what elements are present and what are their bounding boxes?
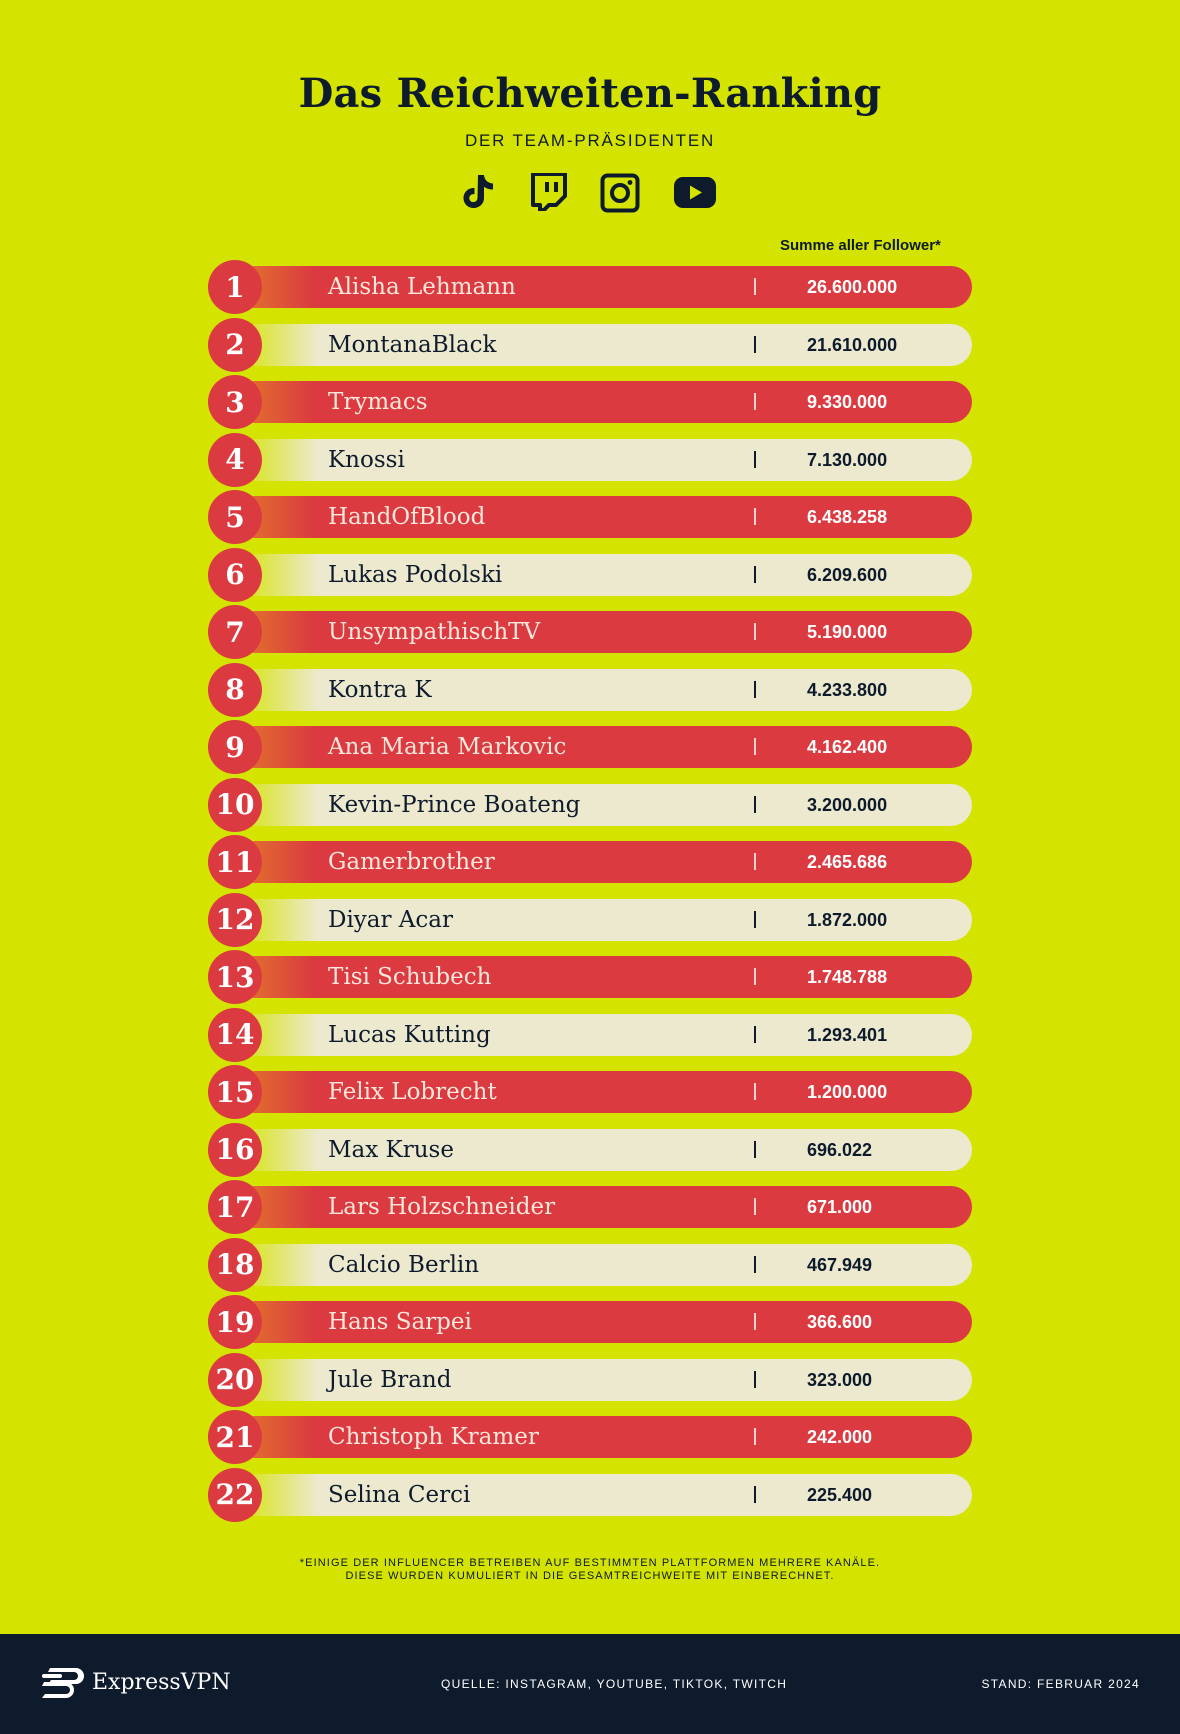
follower-count: 5.190.000 (807, 622, 888, 642)
influencer-name: Jule Brand (328, 1366, 452, 1393)
rank-badge: 9 (208, 720, 262, 774)
page-title: Das Reichweiten-Ranking (298, 70, 882, 117)
column-header-followers: Summe aller Follower* (780, 237, 941, 254)
date-label: STAND: FEBRUAR 2024 (981, 1677, 1140, 1691)
expressvpn-logo-icon (40, 1666, 84, 1700)
rank-badge: 22 (208, 1468, 262, 1522)
follower-count: 1.872.000 (807, 909, 888, 930)
row-divider (754, 1198, 756, 1215)
row-divider (754, 1141, 756, 1158)
follower-count: 6.438.258 (807, 507, 888, 527)
influencer-name: Alisha Lehmann (328, 274, 516, 300)
influencer-name: Knossi (328, 446, 405, 473)
influencer-name: Lars Holzschneider (328, 1194, 556, 1220)
rank-badge: 11 (208, 835, 262, 889)
influencer-name: Max Kruse (328, 1136, 454, 1163)
row-divider (754, 853, 756, 870)
row-divider (754, 623, 756, 640)
follower-count: 696.022 (807, 1139, 873, 1160)
influencer-name: Lukas Podolski (328, 561, 503, 588)
rank-badge: 13 (208, 950, 262, 1004)
table-row (208, 437, 972, 483)
row-divider (754, 1371, 756, 1388)
table-row (208, 494, 972, 540)
influencer-name: MontanaBlack (328, 331, 497, 358)
table-row (208, 1357, 972, 1403)
follower-count: 4.233.800 (807, 679, 888, 700)
follower-count: 1.293.401 (807, 1024, 888, 1045)
influencer-name: Gamerbrother (328, 849, 495, 875)
table-row (208, 1472, 972, 1518)
follower-count: 225.400 (807, 1484, 873, 1505)
table-row (208, 609, 972, 655)
follower-count: 323.000 (807, 1369, 873, 1390)
table-row (208, 724, 972, 770)
row-divider (754, 968, 756, 985)
rank-badge: 10 (208, 778, 262, 832)
follower-count: 6.209.600 (807, 564, 888, 585)
row-divider (754, 451, 756, 468)
table-row (208, 1069, 972, 1115)
table-row (208, 1242, 972, 1288)
row-divider (754, 1486, 756, 1503)
table-row (208, 1012, 972, 1058)
table-row (208, 379, 972, 425)
row-divider (754, 336, 756, 353)
rank-badge: 21 (208, 1410, 262, 1464)
influencer-name: Trymacs (328, 389, 428, 415)
footnote-line-2: DIESE WURDEN KUMULIERT IN DIE GESAMTREICHWEITE MIT EINBERECHNET. (345, 1570, 835, 1582)
follower-count: 3.200.000 (807, 794, 888, 815)
rank-badge: 15 (208, 1065, 262, 1119)
rank-badge: 16 (208, 1123, 262, 1177)
rank-badge: 3 (208, 375, 262, 429)
row-divider (754, 1083, 756, 1100)
rank-badge: 6 (208, 548, 262, 602)
rank-badge: 19 (208, 1295, 262, 1349)
influencer-name: UnsympathischTV (328, 619, 541, 645)
row-divider (754, 796, 756, 813)
row-divider (754, 508, 756, 525)
row-divider (754, 1026, 756, 1043)
influencer-name: Ana Maria Markovic (328, 734, 567, 760)
row-divider (754, 738, 756, 755)
rank-badge: 8 (208, 663, 262, 717)
influencer-name: Hans Sarpei (328, 1309, 472, 1335)
row-divider (754, 278, 756, 295)
row-divider (754, 1428, 756, 1445)
rank-badge: 20 (208, 1353, 262, 1407)
influencer-name: Felix Lobrecht (328, 1079, 497, 1105)
influencer-name: Tisi Schubech (328, 964, 492, 990)
follower-count: 671.000 (807, 1197, 873, 1217)
follower-count: 26.600.000 (807, 277, 898, 297)
table-row (208, 954, 972, 1000)
table-row (208, 667, 972, 713)
row-divider (754, 681, 756, 698)
follower-count: 7.130.000 (807, 449, 888, 470)
row-divider (754, 911, 756, 928)
table-row (208, 839, 972, 885)
follower-count: 2.465.686 (807, 852, 888, 872)
follower-count: 1.748.788 (807, 967, 888, 987)
rank-badge: 4 (208, 433, 262, 487)
rank-badge: 17 (208, 1180, 262, 1234)
follower-count: 9.330.000 (807, 392, 888, 412)
table-row (208, 782, 972, 828)
influencer-name: Calcio Berlin (328, 1251, 480, 1278)
influencer-name: HandOfBlood (328, 504, 486, 530)
row-divider (754, 393, 756, 410)
row-divider (754, 1313, 756, 1330)
table-row (208, 897, 972, 943)
rank-badge: 2 (208, 318, 262, 372)
table-row (208, 322, 972, 368)
table-row (208, 552, 972, 598)
follower-count: 242.000 (807, 1427, 873, 1447)
influencer-name: Selina Cerci (328, 1481, 471, 1508)
follower-count: 4.162.400 (807, 737, 888, 757)
row-divider (754, 1256, 756, 1273)
footnote-line-1: *EINIGE DER INFLUENCER BETREIBEN AUF BESTIMMTEN PLATTFORMEN MEHRERE KANÄLE. (299, 1557, 881, 1569)
influencer-name: Christoph Kramer (328, 1424, 539, 1450)
footer (0, 1634, 1180, 1734)
influencer-name: Diyar Acar (328, 906, 454, 933)
rank-badge: 18 (208, 1238, 262, 1292)
source-label: QUELLE: INSTAGRAM, YOUTUBE, TIKTOK, TWITCH (441, 1677, 788, 1691)
rank-badge: 5 (208, 490, 262, 544)
footnote (0, 1557, 1180, 1583)
follower-count: 21.610.000 (807, 334, 898, 355)
page-subtitle: DER TEAM-PRÄSIDENTEN (464, 131, 716, 150)
influencer-name: Kevin-Prince Boateng (328, 791, 581, 818)
follower-count: 1.200.000 (807, 1082, 888, 1102)
follower-count: 366.600 (807, 1312, 873, 1332)
influencer-name: Lucas Kutting (328, 1021, 491, 1048)
row-divider (754, 566, 756, 583)
table-row (208, 1299, 972, 1345)
table-row (208, 1414, 972, 1460)
rank-badge: 7 (208, 605, 262, 659)
table-row (208, 264, 972, 310)
brand-name: ExpressVPN (92, 1670, 231, 1695)
rank-badge: 1 (208, 260, 262, 314)
influencer-name: Kontra K (328, 676, 432, 703)
rank-badge: 12 (208, 893, 262, 947)
follower-count: 467.949 (807, 1254, 873, 1275)
table-row (208, 1127, 972, 1173)
table-row (208, 1184, 972, 1230)
rank-badge: 14 (208, 1008, 262, 1062)
